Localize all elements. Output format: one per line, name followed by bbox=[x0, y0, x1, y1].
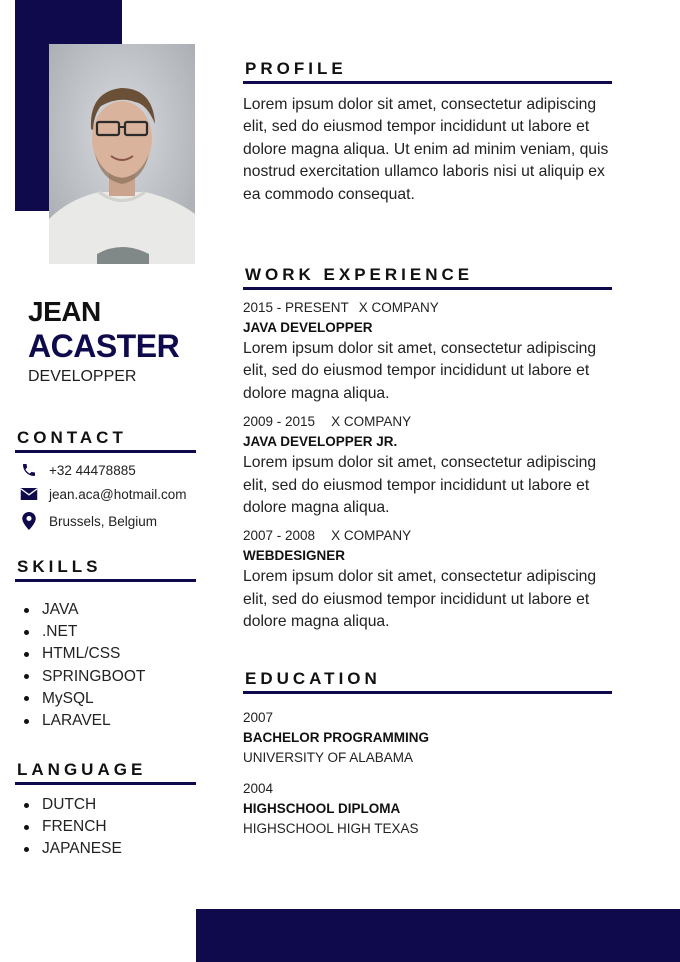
work-description: Lorem ipsum dolor sit amet, consectetur adipiscing elit, sed do eiusmod tempor incididunt ut labore et dolore magna aliqua. bbox=[243, 340, 597, 402]
list-item: HTML/CSS bbox=[24, 643, 145, 665]
work-description: Lorem ipsum dolor sit amet, consectetur adipiscing elit, sed do eiusmod tempor incididunt ut labore et dolore magna aliqua. bbox=[243, 568, 597, 631]
skills-heading: SKILLS bbox=[15, 557, 196, 582]
work-entry bbox=[243, 526, 612, 633]
last-name: ACASTER bbox=[28, 328, 180, 364]
work-meta bbox=[243, 298, 612, 318]
work-title: JAVA DEVELOPPER bbox=[243, 320, 373, 335]
work-meta bbox=[243, 526, 612, 546]
education-school: UNIVERSITY OF ALABAMA bbox=[243, 750, 414, 765]
education-school: HIGHSCHOOL HIGH TEXAS bbox=[243, 821, 419, 836]
contact-phone-value: +32 44478885 bbox=[49, 462, 136, 478]
list-item: DUTCH bbox=[24, 794, 122, 816]
contact-list bbox=[20, 458, 210, 533]
language-list bbox=[24, 794, 122, 861]
work-description: Lorem ipsum dolor sit amet, consectetur adipiscing elit, sed do eiusmod tempor incididunt ut labore et dolore magna aliqua. bbox=[243, 454, 597, 517]
list-item: FRENCH bbox=[24, 816, 122, 838]
work-company: X COMPANY bbox=[331, 414, 412, 430]
bullet-icon bbox=[24, 696, 29, 701]
work-title: WEBDESIGNER bbox=[243, 548, 346, 564]
bullet-icon bbox=[24, 652, 29, 657]
decorative-navy-block-bottom bbox=[196, 909, 680, 962]
work-entry bbox=[243, 412, 612, 519]
list-item: JAVA bbox=[24, 599, 145, 621]
contact-email-value: jean.aca@hotmail.com bbox=[49, 486, 187, 502]
profile-text: Lorem ipsum dolor sit amet, consectetur adipiscing elit, sed do eiusmod tempor incididunt ut labore et dolore magna aliqua. Ut enim ad minim veniam, quis nostrud exercitation ullamco laboris nisi ut aliquip ex ea commodo consequat. bbox=[243, 96, 609, 203]
education-year: 2007 bbox=[243, 710, 274, 725]
education-heading: EDUCATION bbox=[243, 669, 612, 694]
education-year: 2004 bbox=[243, 781, 274, 796]
bullet-icon bbox=[24, 608, 29, 613]
bullet-icon bbox=[24, 674, 29, 679]
contact-phone bbox=[20, 458, 210, 482]
education-entry bbox=[243, 779, 612, 839]
first-name: JEAN bbox=[28, 296, 101, 327]
list-item: MySQL bbox=[24, 688, 145, 710]
contact-location-value: Brussels, Belgium bbox=[49, 513, 158, 529]
job-role: DEVELOPPER bbox=[28, 368, 137, 385]
work-experience-section bbox=[243, 265, 612, 634]
language-heading: LANGUAGE bbox=[15, 760, 196, 785]
location-pin-icon bbox=[20, 512, 38, 530]
work-company: X COMPANY bbox=[331, 528, 412, 544]
work-meta bbox=[243, 412, 612, 432]
work-period: 2009 - 2015 bbox=[243, 414, 316, 430]
contact-heading: CONTACT bbox=[15, 428, 196, 453]
profile-photo bbox=[49, 44, 195, 264]
list-item: JAPANESE bbox=[24, 838, 122, 860]
education-section bbox=[243, 669, 612, 839]
work-experience-heading: WORK EXPERIENCE bbox=[243, 265, 612, 290]
list-item: SPRINGBOOT bbox=[24, 666, 145, 688]
work-company: X COMPANY bbox=[358, 300, 439, 315]
portrait-illustration bbox=[49, 44, 195, 264]
list-item: LARAVEL bbox=[24, 710, 145, 732]
list-item: .NET bbox=[24, 621, 145, 643]
mail-icon bbox=[20, 485, 38, 503]
contact-location bbox=[20, 509, 210, 533]
contact-email bbox=[20, 482, 210, 506]
profile-heading: PROFILE bbox=[243, 59, 612, 84]
profile-section bbox=[243, 59, 612, 206]
skills-list bbox=[24, 599, 145, 732]
work-period: 2007 - 2008 bbox=[243, 528, 316, 544]
education-entry bbox=[243, 708, 612, 768]
work-entry bbox=[243, 298, 612, 405]
phone-icon bbox=[20, 461, 38, 479]
bullet-icon bbox=[24, 719, 29, 724]
name-block bbox=[28, 296, 179, 388]
education-degree: BACHELOR PROGRAMMING bbox=[243, 730, 429, 745]
work-title: JAVA DEVELOPPER JR. bbox=[243, 434, 398, 450]
bullet-icon bbox=[24, 803, 29, 808]
education-degree: HIGHSCHOOL DIPLOMA bbox=[243, 801, 401, 816]
work-period: 2015 - PRESENT bbox=[243, 300, 349, 315]
bullet-icon bbox=[24, 630, 29, 635]
bullet-icon bbox=[24, 825, 29, 830]
bullet-icon bbox=[24, 847, 29, 852]
